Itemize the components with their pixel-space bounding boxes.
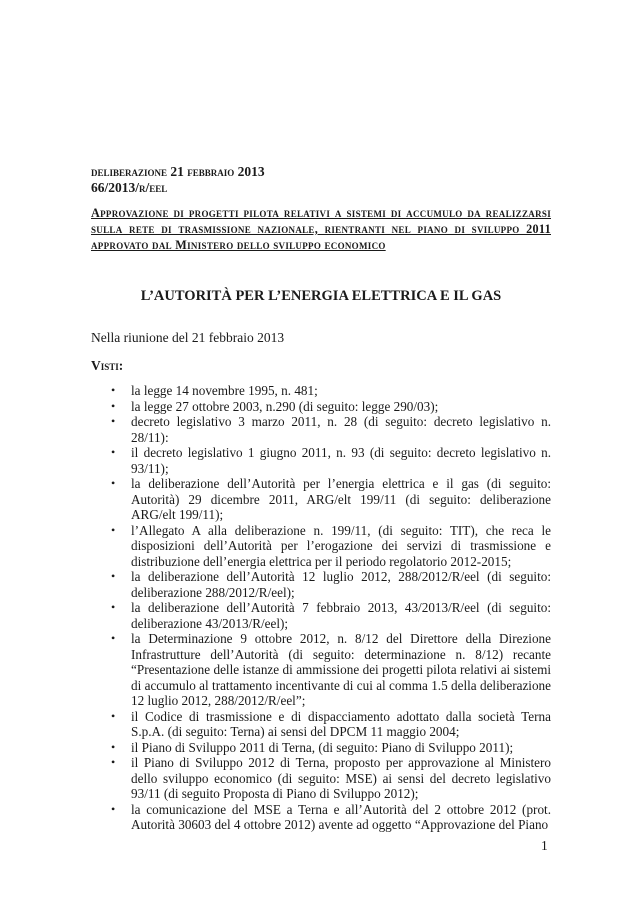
list-item-text: il Piano di Sviluppo 2011 di Terna, (di seguito: Piano di Sviluppo 2011);: [131, 739, 514, 755]
list-item-text: la deliberazione dell’Autorità 7 febbraio 2013, 43/2013/R/eel (di seguito: deliberazione 43/2013/R/eel);: [131, 600, 551, 631]
list-item: [91, 631, 551, 709]
list-item: [91, 399, 551, 415]
bullet-icon: •: [111, 476, 116, 490]
deliberation-date: deliberazione 21 febbraio 2013: [91, 164, 265, 179]
bullet-icon: •: [111, 569, 116, 583]
section-label-visti: Visti:: [91, 358, 124, 373]
list-item: [91, 414, 551, 445]
list-item-text: la Determinazione 9 ottobre 2012, n. 8/12 del Direttore della Direzione Infrastrutture dell’Autorità (di seguito: determinazione n. 8/12) recante “Presentazione delle istanze di ammissione dei progetti pilota relativi ai sistemi di accumulo al trattamento incentivante di cui al comma 1.5 della deliberazione 12 luglio 2012, 288/2012/R/eel”;: [131, 631, 551, 708]
bullet-icon: •: [111, 708, 116, 723]
list-item-text: decreto legislativo 3 marzo 2011, n. 28 (di seguito: decreto legislativo n. 28/11):: [131, 414, 551, 445]
bullet-icon: •: [111, 631, 116, 645]
list-item: [91, 445, 551, 476]
list-item-text: la comunicazione del MSE a Terna e all’Autorità del 2 ottobre 2012 (prot. Autorità 30603 del 4 ottobre 2012) avente ad oggetto “Approvazione del Piano: [131, 801, 551, 832]
bullet-icon: •: [111, 522, 116, 537]
bullet-icon: •: [111, 600, 116, 614]
bullet-icon: •: [111, 383, 116, 397]
bullet-icon: •: [111, 445, 116, 459]
list-item-text: il decreto legislativo 1 giugno 2011, n. 93 (di seguito: decreto legislativo n. 93/11);: [131, 445, 551, 476]
deliberation-title: Approvazione di progetti pilota relativi a sistemi di accumulo da realizzarsi sulla rete di trasmissione nazionale, rientranti nel piano di sviluppo 2011 approvato dal Ministero dello sviluppo economico: [91, 206, 551, 252]
list-item: [91, 740, 551, 756]
page-number: 1: [541, 838, 548, 853]
list-item-text: la deliberazione dell’Autorità per l’energia elettrica e il gas (di seguito: Autorità) 29 dicembre 2011, ARG/elt 199/11 (di seguito: deliberazione ARG/elt 199/11);: [131, 476, 551, 522]
list-item-text: l’Allegato A alla deliberazione n. 199/11, (di seguito: TIT), che reca le disposizioni dell’Autorità per l’erogazione dei servizi di trasmissione e distribuzione dell’energia elettrica per il periodo regolatorio 2012-2015;: [131, 522, 551, 569]
list-item: [91, 569, 551, 600]
list-item-text: il Piano di Sviluppo 2012 di Terna, proposto per approvazione al Ministero dello sviluppo economico (di seguito: MSE) ai sensi del decreto legislativo 93/11 (di seguito Proposta di Piano di Sviluppo 2012);: [131, 755, 551, 801]
bullet-icon: •: [111, 414, 116, 428]
list-item: [91, 523, 551, 570]
deliberation-header: [91, 164, 551, 196]
list-item: [91, 476, 551, 523]
list-item-text: la legge 14 novembre 1995, n. 481;: [131, 383, 318, 398]
bullet-icon: •: [111, 801, 116, 816]
list-item-text: la legge 27 ottobre 2003, n.290 (di seguito: legge 290/03);: [131, 398, 439, 414]
list-item: [91, 383, 551, 399]
meeting-date-text: Nella riunione del 21 febbraio 2013: [91, 330, 285, 345]
bullet-icon: •: [111, 755, 116, 769]
list-item: [91, 600, 551, 631]
list-item: [91, 802, 551, 833]
list-item-text: il Codice di trasmissione e di dispacciamento adottato dalla società Terna S.p.A. (di seguito: Terna) ai sensi del DPCM 11 maggio 2004;: [131, 708, 551, 739]
list-item-text: la deliberazione dell’Autorità 12 luglio 2012, 288/2012/R/eel (di seguito: deliberazione 288/2012/R/eel);: [131, 569, 551, 600]
visti-list: [91, 383, 551, 833]
deliberation-number: 66/2013/r/eel: [91, 180, 168, 195]
bullet-icon: •: [111, 398, 116, 413]
list-item: [91, 709, 551, 740]
bullet-icon: •: [111, 739, 116, 754]
list-item: [91, 755, 551, 802]
authority-heading: L’AUTORITÀ PER L’ENERGIA ELETTRICA E IL GAS: [140, 288, 502, 304]
